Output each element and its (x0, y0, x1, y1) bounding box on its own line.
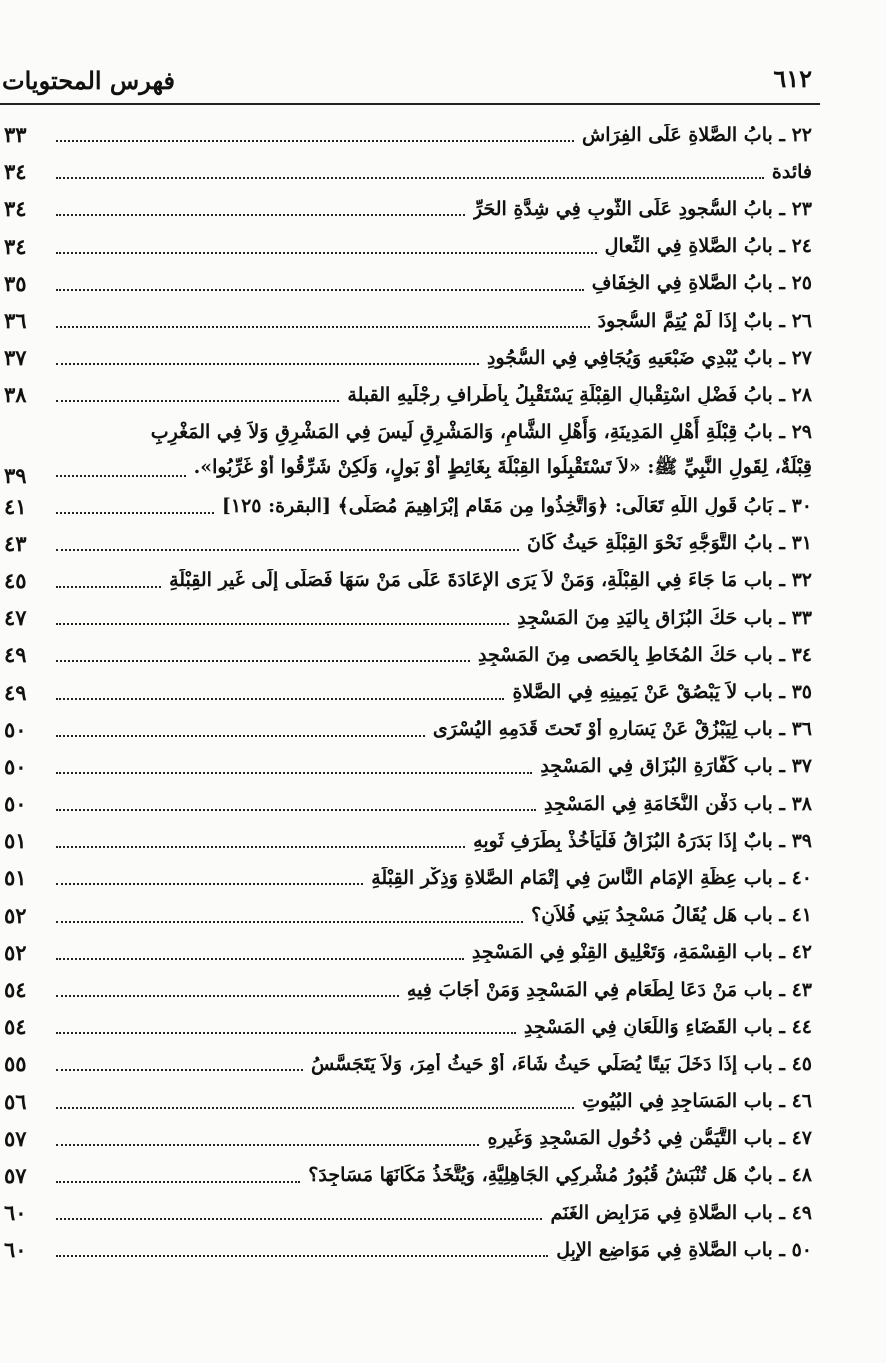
leader-dots (56, 845, 465, 848)
toc-page-number: ٦٠ (4, 1200, 27, 1226)
toc-page-number: ٤٧ (4, 605, 27, 631)
header-rule (0, 103, 820, 105)
toc-entry-title: ٥٠ ـ باب الصَّلاةِ فِي مَوَاضِعِ الإِبِلِ (556, 1238, 812, 1261)
leader-dots (56, 734, 425, 737)
toc-entry-title: ٣٠ ـ بَابُ قَولِ اللّهِ تَعَالَى: ﴿وَاتَّخِذُوا مِن مَقَامِ إِبْرَاهِيمَ مُصَلًّى﴾ [البقرة: ١٢٥] (221, 495, 812, 518)
toc-entry-title: ٤٥ ـ باب إِذَا دَخَلَ بَيتًا يُصَلِّي حَيثُ شَاءَ، أَوْ حَيثُ أُمِرَ، وَلاَ يَتَجَسَّسُ (310, 1052, 812, 1075)
toc-page-number: ٥٢ (4, 939, 27, 965)
toc-entry-title: ٢٤ ـ بابُ الصَّلاةِ فِي النِّعالِ (604, 235, 812, 258)
leader-dots (56, 1217, 542, 1220)
leader-dots (56, 251, 597, 254)
leader-dots (56, 622, 509, 625)
toc-entry (0, 414, 812, 488)
toc-entry-title: ٤٦ ـ باب المَسَاجِدِ فِي البُيُوتِ (582, 1090, 812, 1113)
toc-entry-title: ٤٧ ـ باب التَّيَمُّنِ فِي دُخُولِ المَسْجِدِ وَغَيرِهِ (487, 1127, 812, 1150)
toc-entry-title: ٣٢ ـ باب مَا جَاءَ فِي القِبْلَةِ، وَمَنْ لاَ يَرَى الإِعَادَةَ عَلَى مَنْ سَهَا فَصَلَّى إِلَى غَيرِ القِبْلَةِ (169, 569, 812, 592)
toc-entry-title: ٣٤ ـ باب حَكِّ المُخَاطِ بِالحَصى مِنَ المَسْجِدِ (477, 643, 812, 666)
leader-dots (56, 659, 470, 662)
toc-page-number: ٤٥ (4, 567, 27, 593)
leader-dots (56, 1180, 300, 1183)
toc-page-number: ٥٥ (4, 1051, 27, 1077)
toc-entry-title: ٢٢ ـ بابُ الصَّلاةِ عَلَى الفِرَاشِ (582, 123, 812, 146)
toc-entry-title: ٣٣ ـ باب حَكِّ البُزَاقِ بِاليَدِ مِنَ المَسْجِدِ (517, 606, 812, 629)
leader-dots (56, 771, 532, 774)
toc-entry (0, 711, 812, 748)
toc-entry-title: ٢٨ ـ بابُ فَضْلِ اسْتِقْبالِ القِبْلَةِ يَسْتَقْبِلُ بِأَطْرافِ رِجْلَيهِ القبلة (347, 383, 812, 406)
toc-entry (0, 1231, 812, 1268)
leader-dots (56, 139, 574, 142)
toc-page-number: ٥٤ (4, 1014, 27, 1040)
toc-entry (0, 971, 812, 1008)
toc-page-number: ٣٤ (4, 233, 27, 259)
toc-page-number: ٣٧ (4, 345, 27, 371)
leader-dots (56, 697, 504, 700)
toc-entry (0, 897, 812, 934)
section-title: فهرس المحتويات (2, 66, 176, 95)
toc-entry (0, 525, 812, 562)
toc-entry (0, 636, 812, 673)
toc-entry (0, 748, 812, 785)
toc-entry (0, 1194, 812, 1231)
toc-entry (0, 934, 812, 971)
toc-entry-title: ٣٧ ـ باب كَفَّارَةِ البُزَاقِ فِي المَسْجِدِ (540, 755, 812, 778)
table-of-contents (0, 116, 812, 1268)
toc-page-number: ٥٠ (4, 753, 27, 779)
leader-dots (56, 399, 339, 402)
toc-entry (0, 599, 812, 636)
toc-entry-title: ٤٤ ـ باب القَضَاءِ وَاللِّعَانِ فِي المَسْجِدِ (523, 1015, 812, 1038)
toc-page-number: ٦٠ (4, 1237, 27, 1263)
toc-entry-title: ٤٢ ـ باب القِسْمَةِ، وَتَعْلِيقِ القِنْوِ فِي المَسْجِدِ (471, 941, 812, 964)
toc-page-number: ٤١ (4, 493, 27, 519)
toc-entry (0, 116, 812, 153)
toc-page-number: ٥٤ (4, 977, 27, 1003)
toc-entry (0, 562, 812, 599)
leader-dots (56, 325, 590, 328)
toc-entry (0, 822, 812, 859)
toc-entry-title: ٢٩ ـ بابُ قِبْلَةِ أَهْلِ المَدِينَةِ، وَأَهْلِ الشَّامِ، وَالمَشْرِقِ لَيسَ فِي المَشْرِقِ وَلاَ فِي المَغْرِبِ (150, 420, 812, 443)
leader-dots (56, 1254, 548, 1257)
toc-entry-title: ٤٨ ـ بابٌ هَل تُنْبَشُ قُبُورُ مُشْرِكِي الجَاهِلِيَّةِ، وَيُتَّخَذُ مَكَانَهَا مَسَاجِدَ؟ (308, 1164, 812, 1187)
toc-page-number: ٣٣ (4, 122, 27, 148)
leader-dots (56, 882, 363, 885)
toc-entry-title: ٢٥ ـ بابُ الصَّلاةِ فِي الخِفَافِ (591, 272, 812, 295)
toc-page-number: ٣٥ (4, 270, 27, 296)
toc-entry-title: ٤١ ـ باب هَل يُقَالُ مَسْجِدُ بَنِي فُلاَنٍ؟ (531, 904, 812, 927)
leader-dots (56, 1143, 479, 1146)
leader-dots (56, 213, 465, 216)
toc-page-number: ٥٧ (4, 1125, 27, 1151)
leader-dots (56, 1068, 303, 1071)
toc-page-number: ٥١ (4, 828, 27, 854)
toc-page-number: ٣٤ (4, 196, 27, 222)
toc-entry-title: ٢٣ ـ بابُ السُّجودِ عَلَى الثَّوبِ فِي شِدَّةِ الحَرِّ (473, 197, 812, 220)
toc-page-number: ٣٤ (4, 159, 27, 185)
leader-dots (56, 1031, 516, 1034)
toc-entry (0, 1120, 812, 1157)
toc-entry (0, 376, 812, 413)
toc-page-number: ٤٩ (4, 642, 27, 668)
toc-page-number: ٥٦ (4, 1088, 27, 1114)
toc-entry (0, 859, 812, 896)
toc-entry (0, 1008, 812, 1045)
toc-entry-title: فائدة (771, 160, 812, 183)
leader-dots (56, 1106, 574, 1109)
toc-page-number: ٥٧ (4, 1162, 27, 1188)
toc-entry-title: ٢٦ ـ بابٌ إِذَا لَمْ يُتِمَّ السُّجودَ (597, 309, 812, 332)
toc-page-number: ٤٣ (4, 530, 27, 556)
toc-entry (0, 1045, 812, 1082)
toc-entry (0, 1083, 812, 1120)
toc-entry-title: ٣١ ـ بابُ التَّوَجُّهِ نَحْوَ القِبْلَةِ حَيثُ كَانَ (527, 532, 812, 555)
toc-entry-title: ٣٦ ـ باب لِيَبْزُقْ عَنْ يَسَارِهِ أَوْ تَحتَ قَدَمِهِ اليُسْرَى (432, 718, 812, 741)
leader-dots (56, 548, 519, 551)
toc-entry-title: ٢٧ ـ بابٌ يُبْدِي ضَبْعَيهِ وَيُجَافِي فِي السُّجُودِ (487, 346, 812, 369)
toc-entry-text (48, 414, 812, 488)
leader-dots (56, 585, 161, 588)
toc-page-number: ٤٩ (4, 679, 27, 705)
toc-entry (0, 488, 812, 525)
leader-dots (56, 362, 479, 365)
toc-entry (0, 153, 812, 190)
toc-page-number: ٣٨ (4, 382, 27, 408)
toc-entry (0, 265, 812, 302)
toc-entry-title: ٤٠ ـ باب عِظَةِ الإِمَامِ النَّاسَ فِي إِتْمَامِ الصَّلاةِ وَذِكْرِ القِبْلَةِ (371, 866, 812, 889)
toc-entry-title: ٣٨ ـ باب دَفْنِ النُّخَامَةِ فِي المَسْجِدِ (543, 792, 812, 815)
toc-entry-title: ٣٩ ـ بابٌ إِذَا بَدَرَهُ البُزَاقُ فَلْيَأْخُذْ بِطَرَفِ ثَوبِهِ (473, 829, 812, 852)
toc-page-number: ٥٢ (4, 902, 27, 928)
leader-dots (56, 176, 764, 179)
leader-dots (56, 511, 214, 514)
toc-entry (0, 339, 812, 376)
toc-entry-title: ٤٣ ـ باب مَنْ دَعَا لِطَعَامٍ فِي المَسْجِدِ وَمَنْ أَجَابَ فِيهِ (406, 978, 812, 1001)
page-header (0, 58, 812, 98)
leader-dots (56, 808, 536, 811)
leader-dots (56, 920, 523, 923)
toc-page-number: ٣٦ (4, 308, 27, 334)
toc-entry (0, 190, 812, 227)
toc-page-number: ٥١ (4, 865, 27, 891)
toc-page-number: ٣٩ (4, 462, 27, 488)
leader-dots (56, 474, 186, 477)
toc-page-number: ٥٠ (4, 791, 27, 817)
toc-entry (0, 1157, 812, 1194)
toc-entry-title: ٣٥ ـ باب لاَ يَبْصُقْ عَنْ يَمِينِهِ فِي الصَّلاةِ (512, 681, 812, 704)
toc-entry (0, 785, 812, 822)
page-number: ٦١٢ (773, 64, 812, 93)
toc-entry-continuation (48, 451, 812, 488)
toc-entry-title-continued: قِبْلَةٌ، لِقَولِ النَّبِيِّ ﷺ: «لاَ تَسْتَقْبِلُوا القِبْلَةَ بِغَائِطٍ أَوْ بَولٍ، وَلَكِنْ شَرِّقُوا أَوْ غَرِّبُوا». (193, 456, 812, 478)
leader-dots (56, 994, 399, 997)
toc-entry (0, 228, 812, 265)
leader-dots (56, 288, 584, 291)
toc-page-number: ٥٠ (4, 716, 27, 742)
leader-dots (56, 957, 464, 960)
toc-entry (0, 673, 812, 710)
toc-entry-title: ٤٩ ـ باب الصَّلاةِ فِي مَرَابِضِ الغَنَمِ (550, 1201, 812, 1224)
toc-entry (0, 302, 812, 339)
